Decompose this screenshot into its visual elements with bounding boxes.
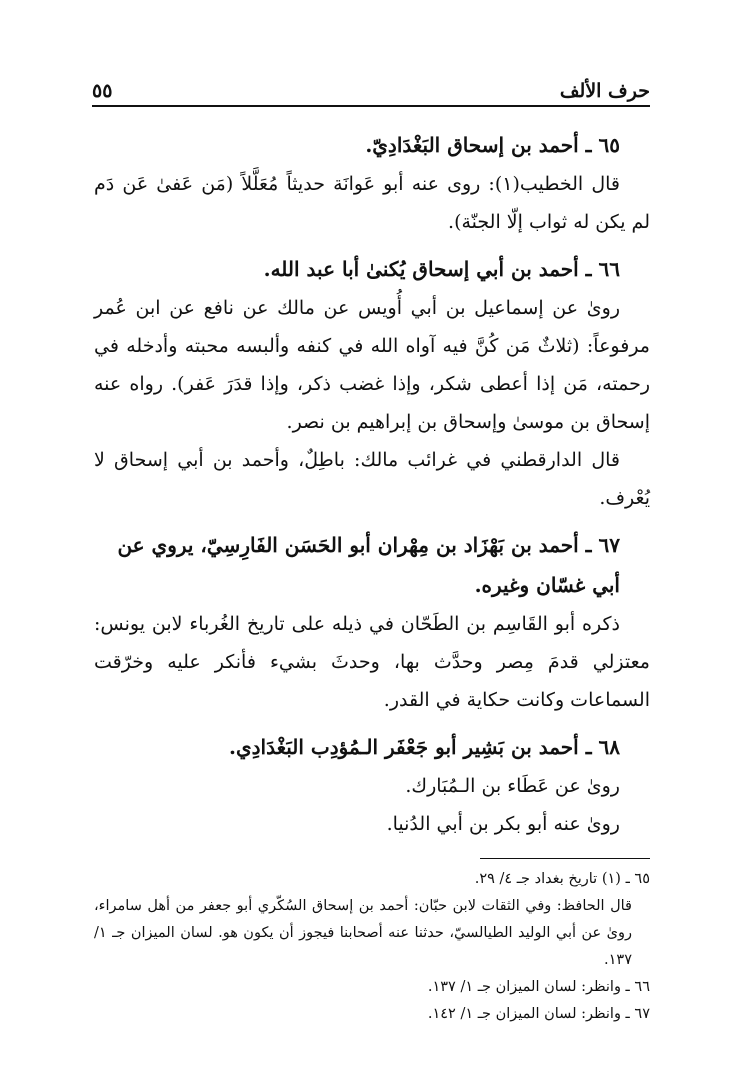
entry-heading: ٦٧ ـ أحمد بن بَهْزَاد بن مِهْران أبو الحَسَن الفَارِسِيّ، يروي عن أبي غسّان وغيره. bbox=[117, 533, 620, 597]
entry-65 bbox=[94, 125, 650, 241]
footnote: ٦٧ ـ وانظر: لسان الميزان جـ ١/ ١٤٢. bbox=[427, 1006, 650, 1022]
entry-67 bbox=[94, 525, 650, 719]
entry-paragraph: روىٰ عن إسماعيل بن أبي أُويس عن مالك عن نافع عن ابن عُمر مرفوعاً: (ثلاثٌ مَن كُنَّ فيه آواه الله في كنفه وألبسه محبته وأدخله في رحمته، مَن إذا أعطى شكر، وإذا غضب ذكر، وإذا قدَرَ عَفر). رواه عنه إسحاق بن موسىٰ وإسحاق بن إبراهيم بن نصر. bbox=[94, 297, 650, 433]
entry-heading: ٦٦ ـ أحمد بن أبي إسحاق يُكنىٰ أبا عبد الله. bbox=[263, 257, 620, 281]
footnote-rule bbox=[480, 858, 650, 859]
entry-paragraph: ذكره أبو القَاسِم بن الطَحّان في ذيله على تاريخ الغُرباء لابن يونس: معتزلي قدمَ مِصر وحدَّث بها، وحدثَ بشيء فأنكر عليه وخرّقت السماعات وكانت حكاية في القدر. bbox=[94, 613, 650, 711]
entry-paragraph: روىٰ عن عَطَاء بن الـمُبَارك. bbox=[405, 775, 620, 797]
entry-paragraph: قال الخطيب(١): روى عنه أبو عَوانَة حديثاً مُعَلَّلاً (مَن عَفىٰ عَن دَم لم يكن له ثواب إلّا الجنّة). bbox=[94, 173, 650, 233]
entry-heading: ٦٨ ـ أحمد بن بَشِير أبو جَعْفَر الـمُؤدِب البَغْدَادِي. bbox=[229, 735, 620, 759]
chapter-title: حرف الألف bbox=[559, 80, 650, 102]
page-body bbox=[94, 125, 650, 851]
footnote: ٦٦ ـ وانظر: لسان الميزان جـ ١/ ١٣٧. bbox=[427, 979, 650, 995]
footnote: قال الحافظ: وفي الثقات لابن حبّان: أحمد بن إسحاق السُكّري أبو جعفر من أهل سامراء، روىٰ عن أبي الوليد الطيالسيّ، حدثنا عنه أصحابنا فيجوز أن يكون هو. لسان الميزان جـ ١/ ١٣٧. bbox=[94, 898, 632, 968]
entry-68 bbox=[94, 727, 650, 843]
page-number: ٥٥ bbox=[92, 80, 113, 102]
header-rule bbox=[92, 105, 650, 107]
entry-paragraph: قال الدارقطني في غرائب مالك: باطِلٌ، وأحمد بن أبي إسحاق لا يُعْرف. bbox=[94, 449, 650, 509]
footnotes bbox=[94, 866, 650, 1028]
entry-66 bbox=[94, 249, 650, 517]
running-header bbox=[92, 72, 650, 102]
entry-paragraph: روىٰ عنه أبو بكر بن أبي الدُنيا. bbox=[386, 813, 620, 835]
footnote: ٦٥ ـ (١) تاريخ بغداد جـ ٤/ ٢٩. bbox=[474, 871, 650, 887]
entry-heading: ٦٥ ـ أحمد بن إسحاق البَغْدَادِيّ. bbox=[365, 133, 620, 157]
